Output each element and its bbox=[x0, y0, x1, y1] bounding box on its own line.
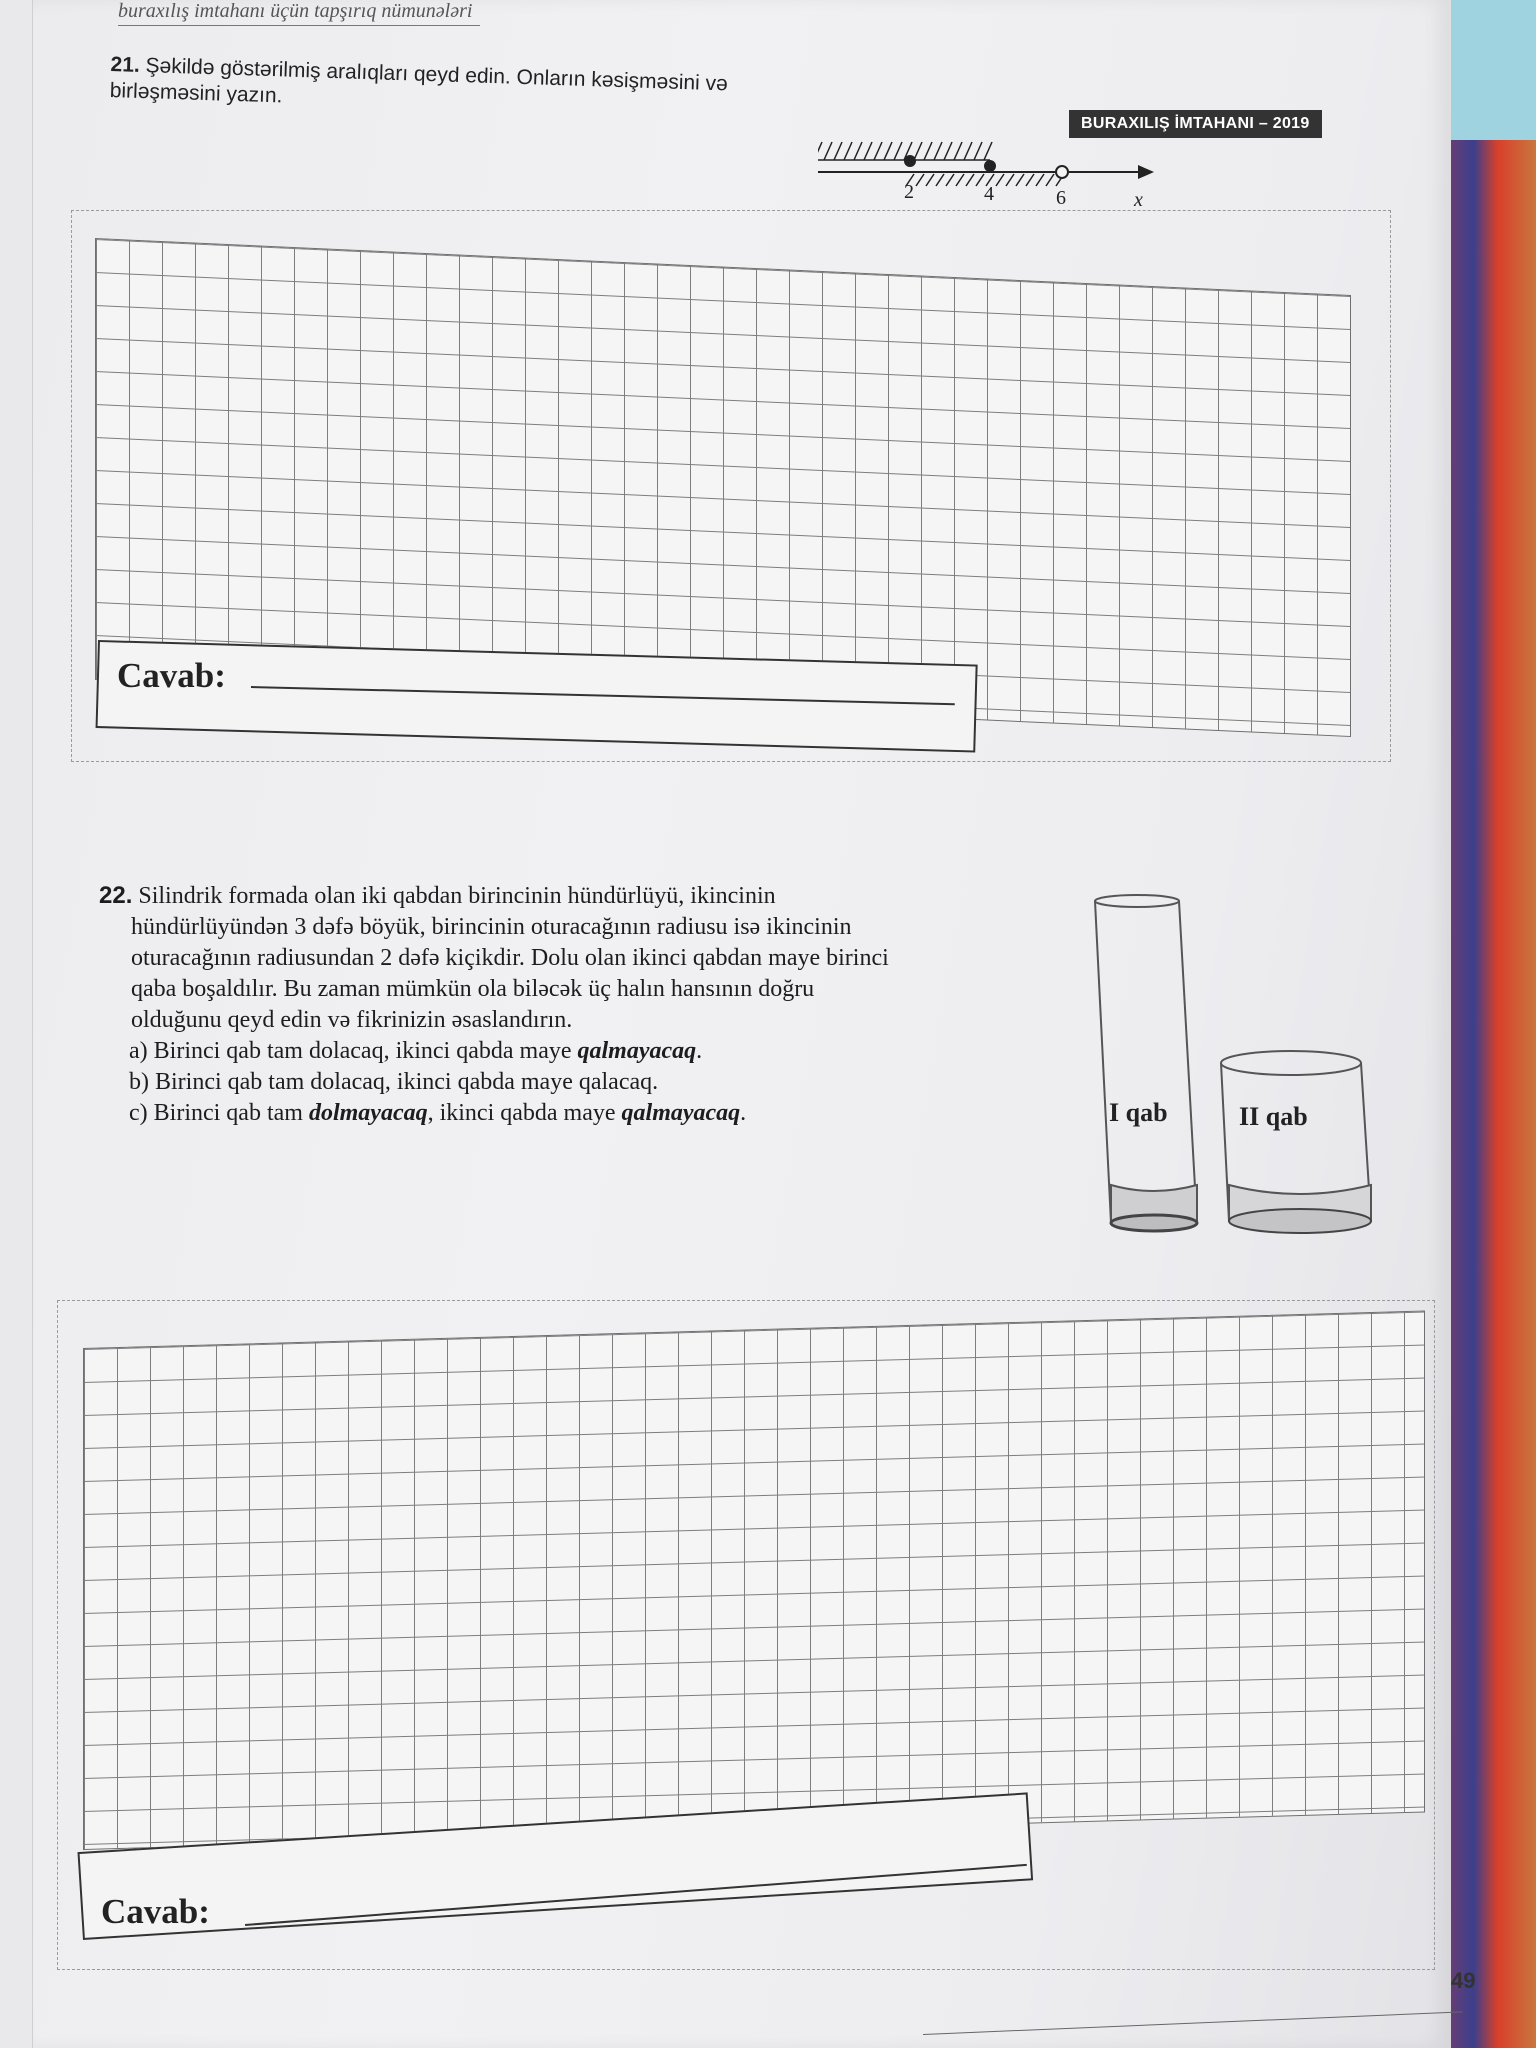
background-object bbox=[1440, 0, 1536, 140]
filled-point-4 bbox=[984, 160, 996, 172]
vessels-illustration bbox=[1083, 885, 1403, 1245]
hatching-left-interval bbox=[818, 142, 992, 160]
running-title: buraxılış imtahanı üçün tapşırıq nümunələri bbox=[118, 0, 480, 26]
page-number: 49 bbox=[1451, 1968, 1476, 1993]
q22-answer-label: Cavab: bbox=[101, 1892, 210, 1931]
vessel-1-label: I qab bbox=[1109, 1098, 1168, 1127]
question-line: olduğunu qeyd edin və fikrinizin əsaslandırın. bbox=[131, 1007, 573, 1033]
question-number: 22. bbox=[99, 882, 133, 909]
q22-grid-work-area[interactable] bbox=[83, 1311, 1425, 1850]
question-number: 21. bbox=[110, 52, 141, 77]
filled-point-2 bbox=[904, 155, 916, 167]
number-line-figure bbox=[818, 112, 1178, 222]
workbook-page bbox=[32, 0, 1476, 2048]
question-line: hündürlüyündən 3 dəfə böyük, birincinin oturacağının radiusu isə ikincinin bbox=[131, 914, 852, 940]
background-books bbox=[1440, 0, 1536, 2048]
question-line: Silindrik formada olan iki qabdan birincinin hündürlüyü, ikincinin bbox=[138, 883, 776, 909]
option-b: b) Birinci qab tam dolacaq, ikinci qabda maye qalacaq. bbox=[129, 1069, 659, 1095]
axis-arrow bbox=[1138, 165, 1154, 179]
vessel-2-wide-cylinder bbox=[1221, 1051, 1371, 1233]
option-c: c) Birinci qab tam dolmayacaq, ikinci qabda maye qalmayacaq. bbox=[129, 1100, 747, 1126]
exam-badge: BURAXILIŞ İMTAHANI – 2019 bbox=[1069, 110, 1322, 138]
question-line: oturacağının radiusundan 2 dəfə kiçikdir. Dolu olan ikinci qabdan maye birinci bbox=[131, 945, 889, 971]
question-22 bbox=[99, 880, 1099, 1129]
tick-label-4: 4 bbox=[984, 183, 994, 205]
question-text: Şəkildə göstərilmiş aralıqları qeyd edin. Onların kəsişməsini və birləşməsini yazın. bbox=[109, 54, 729, 108]
tick-label-6: 6 bbox=[1056, 187, 1066, 209]
vessel-2-label: II qab bbox=[1239, 1102, 1308, 1131]
question-line: qaba boşaldılır. Bu zaman mümkün ola biləcək üç halın hansının doğru bbox=[131, 976, 815, 1002]
option-a: a) Birinci qab tam dolacaq, ikinci qabda maye qalmayacaq. bbox=[129, 1038, 703, 1064]
open-point-6 bbox=[1056, 166, 1068, 178]
page-footer-rule bbox=[923, 2011, 1463, 2035]
question-21 bbox=[109, 52, 760, 124]
tick-label-2: 2 bbox=[904, 181, 914, 203]
vessel-1-tall-cylinder bbox=[1095, 895, 1197, 1231]
q21-answer-label: Cavab: bbox=[117, 656, 226, 695]
axis-label-x: x bbox=[1134, 189, 1143, 211]
